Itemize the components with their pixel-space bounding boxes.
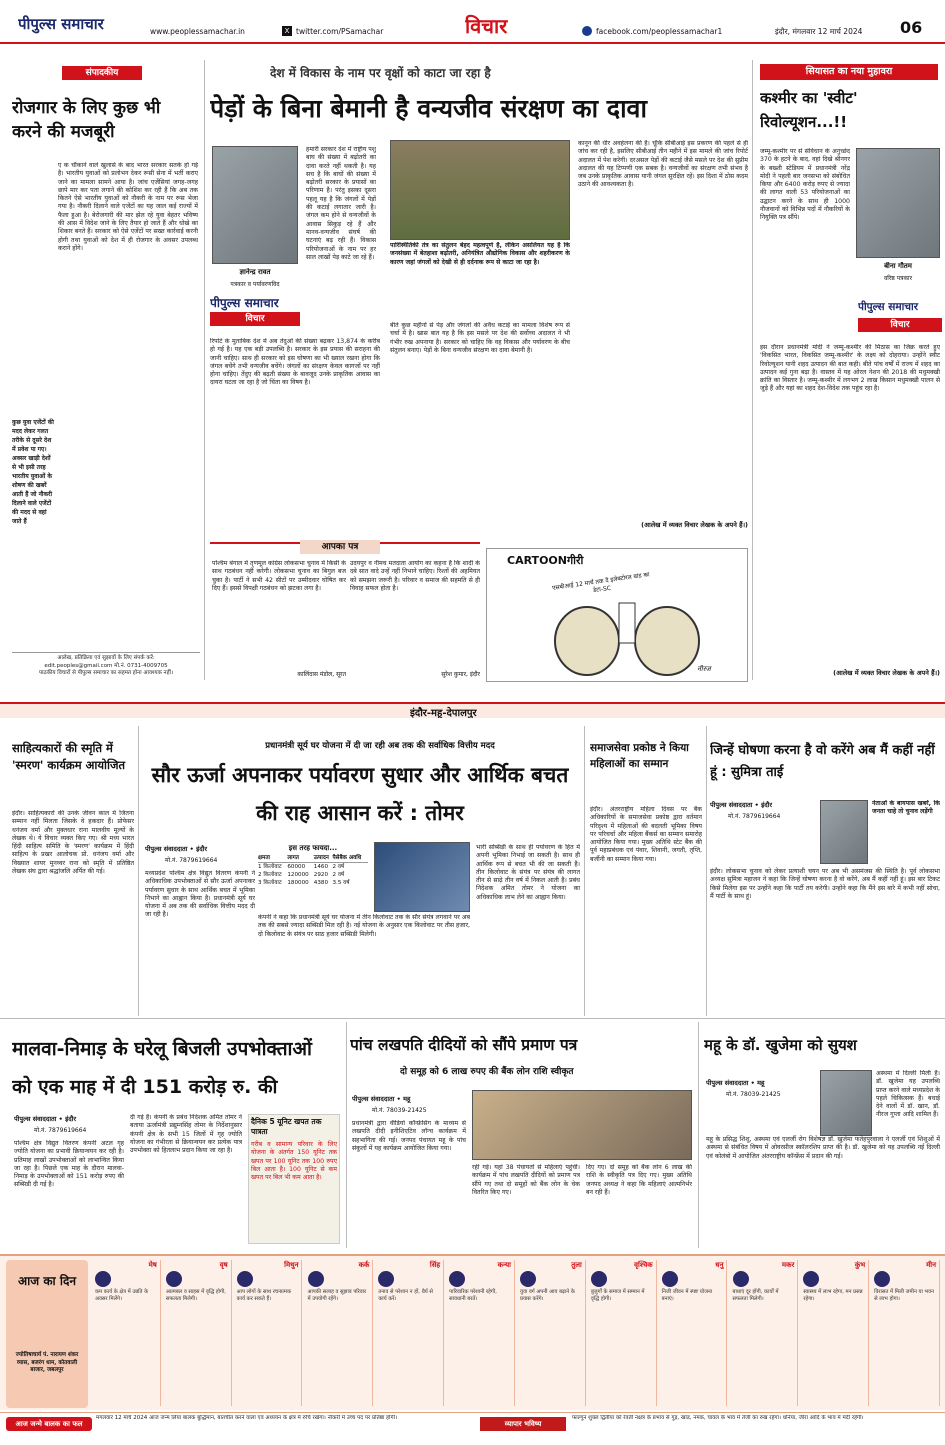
section-band-title: इंदौर-महू-देपालपुर: [410, 708, 477, 718]
twitter-handle[interactable]: twitter.com/PSamachar: [296, 27, 384, 36]
solar-table-cell: 1460: [313, 864, 329, 870]
zodiac-sign: [800, 1260, 869, 1406]
solar-body-3: भारी सब्सिडी के साथ ही पर्यावरण के हित में अपनी भूमिका निभाई जा सकती है। साथ ही आर्थिक रूप से बचत भी की जा सकती है। तीन किलोवाट के संयंत्र पर संयंत्र की लागत तीन से साढ़े तीन वर्ष में निकल आती है। प्रबंध निदेशक अमित तोमर ने योजना का अधिकाधिक लाभ लेने का आह्वान किया।: [476, 844, 580, 901]
solar-table-row: [258, 879, 368, 887]
cartoon-panel: [486, 548, 748, 682]
letters-title: आपका पत्र: [300, 540, 380, 554]
forest-photo-caption: पारिस्थितिकी तंत्र का संतुलन बेहद महत्वपूर्ण है, लेकिन असलियत यह है कि जनसंख्या में बेतहाशा बढ़ोतरी, अनियंत्रित औद्योगिक विकास और शहरीकरण के कारण जहां जंगलों को देखी से ही दर्दनाक रूप से काटा जा रहा है।: [390, 242, 570, 266]
subsidy-headline: मालवा-निमाड़ के घरेलू बिजली उपभोक्ताओं को एक माह में दी 151 करोड़ रु. की: [12, 1038, 312, 1098]
subsidy-body-1: पश्चिम क्षेत्र विद्युत वितरण कंपनी अटल गृह ज्योति योजना का प्रभावी क्रियान्वयन कर रही है। प्रतिमाह लाखों उपभोक्ताओं को लाभान्वित किया जा रहा है। पिछले एक माह के दौरान मालवा-निमाड़ के उपभोक्ताओं को 151 करोड़ रुपए की सब्सिडी दी गई है।: [14, 1140, 124, 1189]
subsidy-phone: मो.नं. 7879619664: [34, 1127, 87, 1134]
zodiac-icon: [378, 1271, 394, 1287]
zodiac-sign-text: बाधाएं दूर होंगी, कार्यों में सफलता मिलेगी।: [732, 1289, 781, 1302]
solar-table-cell: 120000: [287, 872, 309, 878]
khujema-phone: मो.नं. 78039-21425: [726, 1091, 781, 1098]
zodiac-sign: [588, 1260, 657, 1406]
editorial-headline: रोजगार के लिए कुछ भी करने की मजबूरी: [12, 98, 161, 142]
horoscope-title-box: [6, 1260, 88, 1408]
zodiac-sign: [305, 1260, 374, 1406]
zodiac-icon: [733, 1271, 749, 1287]
didi-body-3: दिए गए। दो समूह को बैंक लोन 6 लाख की राशि के स्वीकृति पत्र दिए गए। मुख्य अतिथि जनपद अध्यक्ष ने कहा कि महिलाएं आत्मनिर्भर बन रही हैं।: [586, 1164, 692, 1196]
solar-table-row: [258, 871, 368, 879]
letter-2-body: उदयपुर व नीमच मतदाता आयोग का कहना है कि शादी के दबे सात वादे उन्हें नहीं निभाने चाहिए। रिश्तों की अहमियत को समझना जरूरी है। परिवार व समाज की सहमति से ही विवाह सफल होता है।: [350, 560, 480, 592]
zodiac-icon: [591, 1271, 607, 1287]
right-author-role: वरिष्ठ पत्रकार: [883, 275, 913, 282]
right-tag: सियासत का नया मुहावरा: [760, 64, 938, 80]
zodiac-sign: [517, 1260, 586, 1406]
zodiac-sign-text: तनाव से परेशान न हों, धैर्य से कार्य करें।: [378, 1289, 435, 1302]
zodiac-sign-name: मिथुन: [284, 1261, 299, 1269]
zodiac-icon: [237, 1271, 253, 1287]
khujema-headline: महू के डॉ. खुजेमा को सुयश: [704, 1036, 857, 1054]
right-headline: कश्मीर का 'स्वीट' रिवोल्यूशन...!!: [760, 89, 858, 131]
main-headline: पेड़ों के बिना बेमानी है वन्यजीव संरक्षण का दावा: [210, 94, 647, 123]
forest-photo: [390, 140, 570, 240]
solar-table-cell: 2 वर्ष: [332, 864, 345, 870]
didi-phone: मो.नं. 78039-21425: [372, 1107, 427, 1114]
facebook-handle[interactable]: facebook.com/peoplessamachar1: [596, 27, 723, 36]
right-body-1: जम्मू-कश्मीर पर से संविधान के अनुच्छेद 370 के हटने के बाद, वहां दिखे श्रीनगर के बख्शी स्टेडियम में प्रधानमंत्री नरेंद्र मोदी ने पहली बार जनसभा को संबोधित किया और 6400 करोड़ रुपए से ज्यादा की लागत वाली 53 परियोजनाओं का उद्घाटन करने के साथ ही 1000 नौजवानों को विभिन्न पदों में नौकरियों के नियुक्ति पत्र सौंपे।: [760, 148, 850, 222]
zodiac-sign: [163, 1260, 232, 1406]
solar-panel-photo: [374, 842, 470, 912]
facebook-icon: [582, 26, 592, 36]
zodiac-sign-text: निजी जीवन में स्पष्ट योजना बनाएं।: [661, 1289, 714, 1302]
khujema-body: महू के प्रसिद्ध शिशु, अस्थमा एवं एलर्जी रोग विशेषज्ञ डॉ. खुजेमा फतेहपुरवाला ने एलर्जी एवं शिशुओं में अस्थमा से संबंधित विषय में ओवरसीज स्कॉलरशिप प्राप्त की है। डॉ. खुजेमा को यह उपलब्धि नई दिल्ली एवं कोलंबो में आयोजित अंतरराष्ट्रीय कॉन्फ्रेंस में प्रदान की गई।: [706, 1136, 940, 1160]
didi-subhead: दो समूह को 6 लाख रुपए की बैंक लोन राशि स्वीकृत: [400, 1067, 574, 1077]
author-role: पत्रकार व पर्यावरणविद: [230, 281, 280, 288]
horoscope-signs: [92, 1260, 942, 1408]
solar-table-cell: 1 किलोवाट: [258, 864, 282, 870]
solar-phone: मो.नं. 7879619664: [165, 857, 218, 864]
zodiac-sign: [375, 1260, 444, 1406]
main-kicker: देश में विकास के नाम पर वृक्षों को काटा जा रहा है: [270, 66, 491, 80]
literature-headline: साहित्यकारों की स्मृति में 'स्मरण' कार्यक्रम आयोजित: [12, 741, 126, 772]
zodiac-sign-name: सिंह: [429, 1261, 441, 1269]
section-band: [0, 702, 945, 718]
zodiac-sign-name: कुंभ: [854, 1261, 866, 1269]
business-text: फाल्गुन शुक्ल द्वितीया को रेवती नक्षत्र के प्रभाव से गुड़, खांड, नमक, चावल के भाव में तेजी का रुख रहेगा। धनिया, जीरा आदि के भाव में मंदी रहेगी।: [572, 1415, 864, 1421]
sumitra-body: इंदौर। लोकसभा चुनाव को लेकर प्रत्याशी चयन पर अब भी असमंजस की स्थिति है। पूर्व लोकसभा अध्यक्ष सुमित्रा महाजन ने कहा कि जिन्हें घोषणा करना है वो करेंगे, अब मैं कहीं नहीं हूं। इस बार टिकट किसे मिलेगा इस पर उन्होंने कहा कि पार्टी तय करेगी। उन्होंने कहा कि मैंने इस बारे में कभी नहीं सोचा, मैं पार्टी के साथ हूं।: [710, 868, 940, 900]
sumitra-byline: पीपुल्स संवाददाता • इंदौर: [710, 801, 773, 809]
zodiac-sign-name: वृष: [219, 1261, 228, 1269]
child-label: आज जन्मे बालक का फल: [6, 1417, 92, 1431]
zodiac-sign-name: मकर: [781, 1261, 795, 1269]
main-col1: हमारी सरकार देश में राष्ट्रीय पशु बाघ की संख्या में बढ़ोतरी का दावा करते नहीं थकती है। यह सच है कि बाघों की संख्या में बढ़ोतरी सरकार के प्रयासों का परिणाम है। परंतु इसका दूसरा पहलू यह है कि जंगलों में पेड़ों की कटाई लगातार जारी है। जंगल कम होने से वन्यजीवों के आवास सिकुड़ रहे हैं और मानव-वन्यजीव संघर्ष की घटनाएं बढ़ रही हैं। विकास परियोजनाओं के नाम पर हर साल लाखों पेड़ काटे जा रहे हैं।: [306, 146, 376, 261]
business-label: व्यापार भविष्य: [480, 1417, 566, 1431]
subsidy-box-title: दैनिक 5 यूनिट खपत तक पात्रता: [251, 1117, 322, 1136]
letter-1-signature: कालिंदास मंडोल, सूरत: [297, 671, 346, 678]
zodiac-icon: [662, 1271, 678, 1287]
didi-headline: पांच लखपति दीदियों को सौंपे प्रमाण पत्र: [350, 1036, 578, 1054]
solar-table-row: [258, 863, 368, 872]
right-author-photo: [856, 148, 940, 258]
main-end-note: (आलेख में व्यक्त विचार लेखक के अपने हैं।): [641, 521, 748, 529]
zodiac-sign-name: मीन: [926, 1261, 936, 1269]
masthead-logo: पीपुल्स समाचार: [18, 15, 104, 33]
horoscope-strip: [0, 1254, 945, 1410]
main-col4: कानून की धीर अवहेलना की है। चूंकि सीबीआई इस प्रकरण की पहले से ही जांच कर रही है, इसलिए सीबीआई तीन महीने में इस मामले की जांच रिपोर्ट अदालत में पेश करेगी। दरअसल पेड़ों की कटाई जैसे मसले पर देश की सुप्रीम अदालत की यह टिप्पणी एक सबक है। वन्यजीवों का संरक्षण तभी संभव है जब उनके प्राकृतिक आवास यानी जंगल सुरक्षित रहें। इस दिशा में ठोस कदम उठाने की आवश्यकता है।: [578, 140, 748, 189]
editorial-footer: आलेख, प्रतिक्रिया एवं सुझावों के लिए संपर्क करें: edit.peoples@gmail.com मो.नं. 0731-4009705 पाठकीय विचारों से पीपुल्स समाचार का सहमत होना आवश्यक नहीं।: [12, 652, 200, 682]
sumitra-quote: नेताओं के बायपास खबरें, कि जनता चाहे तो चुनाव लड़ेंगी: [872, 800, 940, 816]
page-number: 06: [900, 18, 923, 37]
solar-table-cell: 2920: [313, 872, 329, 878]
literature-body: इंदौर। साहित्यकारों की उनके जीवन काल में जितना सम्मान नहीं मिलता जिसके वे हकदार हैं। प्रोफेसर धनंजय वर्मा और मुक्तधार राना मालवीय मूल्यों के लेखक थे। ये विचार व्यक्त किए गए। श्री मध्य भारत हिंदी साहित्य समिति के 'स्मरण' कार्यक्रम में हिंदी साहित्य के प्रखर आलोचक प्रो. धनंजय वर्मा और विख्यात शायर मुनव्वर राना को स्मृति में प्रतिष्ठित लेखक संघ द्वारा श्रद्धांजलि अर्पित की गई।: [12, 810, 134, 876]
solar-table-cell: 2 वर्ष: [332, 872, 345, 878]
zodiac-sign-text: कम कार्य के क्षेत्र में उन्नति के अवसर मिलेंगे।: [95, 1289, 150, 1302]
editorial-pullquote: कुछ युवा एजेंटों की मदद लेकर गलत तरीके से दूसरे देश में प्रवेश पा गए। अक्सर खाड़ी देशों से भी इसी तरह भारतीय युवाओं के शोषण की खबरें आती हैं जो नौकरी दिलाने वाले एजेंटों की मदद से वहां जाते हैं: [12, 419, 56, 525]
zodiac-sign: [730, 1260, 799, 1406]
zodiac-sign-name: तुला: [571, 1261, 582, 1269]
letter-1-body: पश्चिम बंगाल में तृणमूल कांग्रेस लोकसभा चुनाव में किसी के साथ गठबंधन नहीं करेगी। लोकसभा चुनाव का बिगुल बज चुका है। पार्टी ने सभी 42 सीटों पर उम्मीदवार घोषित कर दिए हैं। इससे विपक्षी गठबंधन को झटका लगा है।: [212, 560, 346, 592]
editorial-tag: संपादकीय: [62, 66, 142, 80]
zodiac-icon: [874, 1271, 890, 1287]
horoscope-title: आज का दिन: [18, 1274, 76, 1288]
editorial-body: ए क चौंकाने वाले खुलासे के बाद भारत सरकार सतर्क हो गई है। भारतीय युवाओं को प्रलोभन देकर रूसी सेना में भर्ती कराए जाने का मामला सामने आया है। जांच एजेंसियां जगह-जगह छापे मार कर पता लगाने की कोशिश कर रही हैं कि अब तक कितने ऐसे भारतीय युवाओं को नौकरी के नाम पर रूस भेजा गया है। नौकरी दिलाने वाले एजेंटों का यह जाल कई राज्यों में फैला हुआ है। बेरोजगारी की मार झेल रहे युवा बेहतर भविष्य की आस में विदेश जाने के लिए तैयार हो जाते हैं और धोखे का शिकार बनते हैं। सरकार को ऐसे एजेंटों पर सख्त कार्रवाई करनी होगी तथा युवाओं को देश में ही रोजगार के अवसर उपलब्ध कराने होंगे।: [58, 162, 198, 252]
zodiac-icon: [449, 1271, 465, 1287]
solar-body-2: कंपनी ने कहा कि प्रधानमंत्री सूर्य घर योजना में तीन किलोवाट तक के सौर संयंत्र लगवाने पर अब तक की सबसे ज्यादा सब्सिडी मिल रही है। नई योजना के अनुसार एक किलोवाट पर तीस हजार, दो किलोवाट के संयंत्र पर साठ हजार सब्सिडी मिलेगी।: [258, 914, 470, 938]
section-title: विचार: [465, 14, 508, 38]
author-photo: [212, 146, 298, 264]
sumitra-phone: मो.नं. 7879619664: [728, 813, 781, 820]
letter-2-signature: सुरेश कुमार, इंदौर: [441, 671, 480, 678]
solar-table-cell: 60000: [287, 864, 306, 870]
zodiac-sign-name: वृश्चिक: [634, 1261, 653, 1269]
women-body: इंदौर। अंतरराष्ट्रीय महिला दिवस पर बैंक अधिकारियों के समाजसेवा प्रकोष्ठ द्वारा वर्तमान परिदृश्य में महिलाओं की बदलती भूमिका विषय पर परिचर्चा और महिला बैंकर्स का सम्मान समारोह आयोजित किया गया। मुख्य अतिथि स्टेट बैंक की पूर्व महाप्रबंधक एवं पंवार, शिवानी, जगती, तृप्ति, बर्जीनी का सम्मान किया गया।: [590, 806, 702, 863]
khujema-body-2: अस्थमा में दिल्ली मिली है। डॉ. खुजेमा यह उपलब्धि प्राप्त करने वाले मध्यप्रदेश के पहले चिकित्सक हैं। बधाई देने वालों में डॉ. खान, डॉ. नीरज गुप्ता आदि शामिल हैं।: [876, 1070, 940, 1119]
zodiac-sign-name: धनु: [715, 1261, 724, 1269]
subsidy-byline: पीपुल्स संवाददाता • इंदौर: [14, 1115, 77, 1123]
solar-byline: पीपुल्स संवाददाता • इंदौर: [145, 845, 208, 853]
right-logo: पीपुल्स समाचार: [858, 301, 919, 313]
solar-table-cell: 180000: [287, 880, 309, 886]
twitter-icon: X: [282, 26, 292, 36]
solar-kicker: प्रधानमंत्री सूर्य घर योजना में दी जा रही अब तक की सर्वाधिक वित्तीय मदद: [265, 741, 495, 751]
subsidy-body-2: दी गई है। कंपनी के प्रबंध निदेशक अमित तोमर ने बताया ऊर्जामंत्री प्रद्युम्नसिंह तोमर के निर्देशानुसार कंपनी क्षेत्र के सभी 15 जिलों में गृह ज्योति योजना का गंभीरता से क्रियान्वयन कर प्रत्येक पात्र उपभोक्ता को हितलाभ प्रदान किया जा रहा है।: [130, 1114, 242, 1155]
solar-table-header: पैसेबैक अवधि: [332, 854, 368, 863]
zodiac-sign: [92, 1260, 161, 1406]
sumitra-headline: जिन्हें घोषणा करना है वो करेंगे अब मैं कहीं नहीं हूं : सुमित्रा ताई: [710, 743, 935, 780]
solar-table-cell: 4380: [313, 880, 329, 886]
zodiac-sign: [234, 1260, 303, 1406]
zodiac-sign-text: आप लोगों के साथ रचनात्मक कार्य कर सकते हैं।: [236, 1289, 293, 1302]
solar-headline: सौर ऊर्जा अपनाकर पर्यावरण सुधार और आर्थिक बचत की राह आसान करें : तोमर: [151, 763, 569, 825]
right-logo-tag: विचार: [858, 318, 942, 332]
right-author-name: बीना गौतम: [884, 262, 912, 270]
solar-table-cell: 3.5 वर्ष: [332, 880, 350, 886]
zodiac-sign-name: मेष: [148, 1261, 157, 1269]
zodiac-icon: [803, 1271, 819, 1287]
right-end-note: (आलेख में व्यक्त विचार लेखक के अपने हैं।): [833, 669, 940, 677]
zodiac-sign-text: बुजुर्गों के समाज में सम्मान में वृद्धि होगी।: [590, 1289, 647, 1302]
dateline: इंदौर, मंगलवार 12 मार्च 2024: [775, 27, 863, 36]
zodiac-sign: [659, 1260, 728, 1406]
zodiac-sign-text: विरासत में मिली जमीन या भवन से लाभ होगा।: [874, 1289, 936, 1302]
horoscope-astrologer: ज्योतिषाचार्य पं. नारायण शंकर व्यास, बजरंग धाम, कोतवाली बाजार, जबलपुर: [15, 1352, 79, 1373]
main-logo-tag: विचार: [210, 312, 300, 326]
zodiac-sign-text: पारिवारिक परेशानी रहेगी, सावधानी बरतें।: [449, 1289, 499, 1302]
zodiac-icon: [166, 1271, 182, 1287]
cartoon-title: CARTOONगीरी: [507, 554, 584, 567]
solar-table-title: इस तरह फायदा...: [288, 844, 338, 852]
zodiac-sign-text: आत्मबल व साहस में वृद्धि होगी, सफलता मिलेगी।: [165, 1289, 228, 1302]
didi-byline: पीपुल्स संवाददाता • महू: [352, 1095, 411, 1103]
zodiac-sign: [871, 1260, 940, 1406]
solar-table: [258, 844, 368, 906]
zodiac-icon: [520, 1271, 536, 1287]
zodiac-sign-text: स्वास्थ्य में लाभ रहेगा, मन प्रसन्न रहेगा।: [803, 1289, 865, 1302]
main-logo: पीपुल्स समाचार: [210, 296, 279, 310]
main-col2: रिपोर्ट के मुताबिक देश में अब तेंदुओं की संख्या बढ़कर 13,874 के करीब हो गई है। यह एक बड़ी उपलब्धि है। सरकार के इस प्रयास की सराहना की जानी चाहिए। साथ ही सरकार को इस घोषणा का भी ख्याल रखना होगा कि जंगल बचेंगे तभी वन्यजीव बचेंगे। जंगलों का संरक्षण केवल कागजों पर नहीं होना चाहिए। तेंदुए की बढ़ती संख्या के बावजूद उनके प्राकृतिक आवास का दायरा घटता जा रहा है जो चिंता का विषय है।: [210, 338, 380, 387]
zodiac-sign-text: आपकी सलाह व सुझाव परिवार में उपयोगी रहेंगे।: [307, 1289, 368, 1302]
didi-photo: [472, 1090, 692, 1160]
khujema-byline: पीपुल्स संवाददाता • महू: [706, 1079, 765, 1087]
subsidy-box-body: गरीब व सामान्य परिवार के लिए योजना के अंतर्गत 150 यूनिट तक खपत पर 100 यूनिट तक 100 रुपए बिल आता है। 100 यूनिट से कम खपत पर बिल भी कम आता है।: [251, 1141, 339, 1182]
cartoon-signature: नीरज: [697, 665, 711, 673]
subsidy-box: [248, 1114, 340, 1244]
solar-table-cell: 2 किलोवाट: [258, 872, 282, 878]
solar-table-header: उत्पादन: [314, 854, 333, 863]
zodiac-icon: [308, 1271, 324, 1287]
didi-body-2: रही गई। यहां 38 पंचायतों से महिलाएं पहुंचीं। कार्यक्रम में पांच लखपति दीदियों को प्रमाण पत्र सौंपे गए तथा दो समूहों को बैंक लोन के चेक वितरित किए गए।: [472, 1164, 580, 1196]
zodiac-sign-name: कर्क: [358, 1261, 370, 1269]
didi-body-1: प्रधानमंत्री द्वारा वीडियो कॉन्फ्रेंसिंग के माध्यम से लखपति दीदी इनीशिएटिव लॉन्च कार्यक्रम में सहभागिता की गई। जनपद पंचायत महू के पांच संकुलों में यह कार्यक्रम आयोजित किया गया।: [352, 1120, 466, 1152]
solar-body-1: मध्यप्रदेश पश्चिम क्षेत्र विद्युत वितरण कंपनी ने अधिकाधिक उपभोक्ताओं से सौर ऊर्जा अपनाकर पर्यावरण सुधार के साथ आर्थिक बचत में भूमिका निभाने का आह्वान किया है। प्रधानमंत्री सूर्य घर योजना में अब तक की सर्वाधिक वित्तीय मदद दी जा रही है।: [145, 870, 255, 919]
author-name: ज्ञानेन्द्र रावत: [239, 268, 271, 276]
child-text: मंगलवार 12 मार्च 2024 आज जन्म लिया बालक बुद्धिमान, बातचीत करने वाला एवं अध्ययन के क्षेत्र में रुचि रखेगा। नौकरी में उच्च पद पर प्रतिष्ठा होगी।: [96, 1415, 398, 1421]
zodiac-sign-text: युवा वर्ग अपनी आय बढ़ाने के प्रयास करेंगे।: [520, 1289, 577, 1302]
website-url[interactable]: www.peoplessamachar.in: [150, 27, 245, 36]
women-headline: समाजसेवा प्रकोष्ठ ने किया महिलाओं का सम्मान: [590, 742, 689, 770]
solar-table-header: लागत: [287, 854, 313, 863]
zodiac-sign-name: कन्या: [497, 1261, 511, 1269]
footer-strip: [0, 1412, 945, 1442]
header-bar: [0, 0, 945, 44]
right-body-2: इस दौरान प्रधानमंत्री मोदी ने जम्मू-कश्मीर की मिठास का जिक्र करते हुए 'विकसित भारत, विकसित जम्मू-कश्मीर' के लक्ष्य को दोहराया। उन्होंने स्वीट रिवोल्यूशन यानी शहद उत्पादन की बात कही। बीते पांच वर्षों में राज्य में शहद का उत्पादन कई गुना बढ़ा है। वास्तव में यह ओरल नेशन की 2018 की मधुमक्खी क्रांति का विस्तार है। जम्मू-कश्मीर में लगभग 2 लाख किसान मधुमक्खी पालन से जुड़े हैं और यहां का शहद देश-विदेश तक पहुंच रहा है।: [760, 344, 940, 393]
cartoon-bubble: एसबीआई 12 मार्च तक दे इलेक्टोरल बांड का डेटा-SC: [551, 571, 651, 595]
solar-table-cell: 3 किलोवाट: [258, 880, 282, 886]
main-col3: बीते कुछ महीनों से पेड़ और जंगलों की अवैध कटाई का मामला विशेष रूप से चर्चा में है। खास बात यह है कि इस मसले पर देश की सर्वोच्च अदालत ने भी गंभीर रुख अपनाया है। सरकार को चाहिए कि वह विकास और पर्यावरण के बीच संतुलन बनाए। पेड़ों के बिना वन्यजीव संरक्षण का दावा बेमानी है।: [390, 322, 570, 354]
zodiac-icon: [95, 1271, 111, 1287]
zodiac-sign: [446, 1260, 515, 1406]
solar-table-header: क्षमता: [258, 854, 287, 863]
